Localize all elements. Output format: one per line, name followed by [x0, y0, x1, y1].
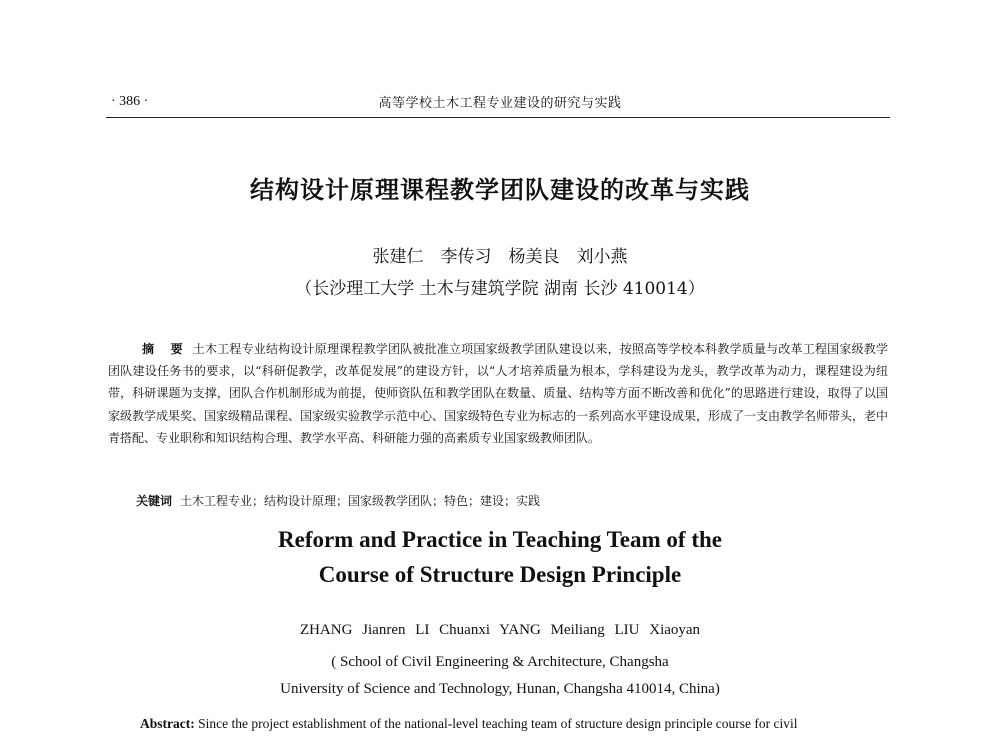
chinese-abstract-text: 土木工程专业结构设计原理课程教学团队被批准立项国家级教学团队建设以来，按照高等学校本科教学质量与改革工程国家级教学团队建设任务书的要求，以“科研促教学，改革促发展”的建设方针，以“人才培养质量为根本，学科建设为龙头，教学改革为动力，课程建设为纽带，科研课题为支撑，团队合作机制形成为前提，使师资队伍和教学团队在数量、质量、结构等方面不断改善和优化”的思路进行建设，取得了以国家级教学成果奖、国家级精品课程、国家级实验教学示范中心、国家级特色专业为标志的一系列高水平建设成果，形成了一支由教学名师带头，老中青搭配、专业职称和知识结构合理、教学水平高、科研能力强的高素质专业国家级教师团队。	[108, 342, 889, 445]
english-title	[0, 522, 1000, 592]
english-abstract-text: Since the project establishment of the national-level teaching team of structure design principle course for civil	[194, 716, 798, 731]
english-title-line-2: Course of Structure Design Principle	[318, 562, 682, 587]
english-affiliation-line-2: University of Science and Technology, Hunan, Changsha 410014, China)	[280, 681, 720, 697]
english-abstract-label: Abstract:	[140, 716, 195, 731]
english-affiliation-line-1: ( School of Civil Engineering & Architecture, Changsha	[331, 654, 669, 670]
chinese-abstract	[108, 338, 888, 449]
chinese-keywords-label: 关键词	[136, 494, 173, 508]
english-authors: ZHANG Jianren LI Chuanxi YANG Meiliang LIU Xiaoyan	[299, 622, 701, 638]
chinese-keywords	[136, 492, 540, 509]
chinese-authors: 张建仁 李传习 杨美良 刘小燕	[372, 247, 628, 267]
english-abstract	[140, 716, 890, 732]
page-number: · 386 ·	[111, 94, 149, 109]
chinese-affiliation: （长沙理工大学 土木与建筑学院 湖南 长沙 410014）	[295, 279, 705, 299]
running-header-title: 高等学校土木工程专业建设的研究与实践	[378, 96, 622, 111]
chinese-title: 结构设计原理课程教学团队建设的改革与实践	[250, 175, 750, 204]
header-divider	[106, 117, 890, 118]
chinese-abstract-label: 摘 要	[142, 342, 189, 356]
english-title-line-1: Reform and Practice in Teaching Team of the	[278, 527, 722, 552]
english-affiliation	[0, 649, 1000, 703]
chinese-keywords-text: 土木工程专业；结构设计原理；国家级教学团队；特色；建设；实践	[180, 494, 541, 508]
